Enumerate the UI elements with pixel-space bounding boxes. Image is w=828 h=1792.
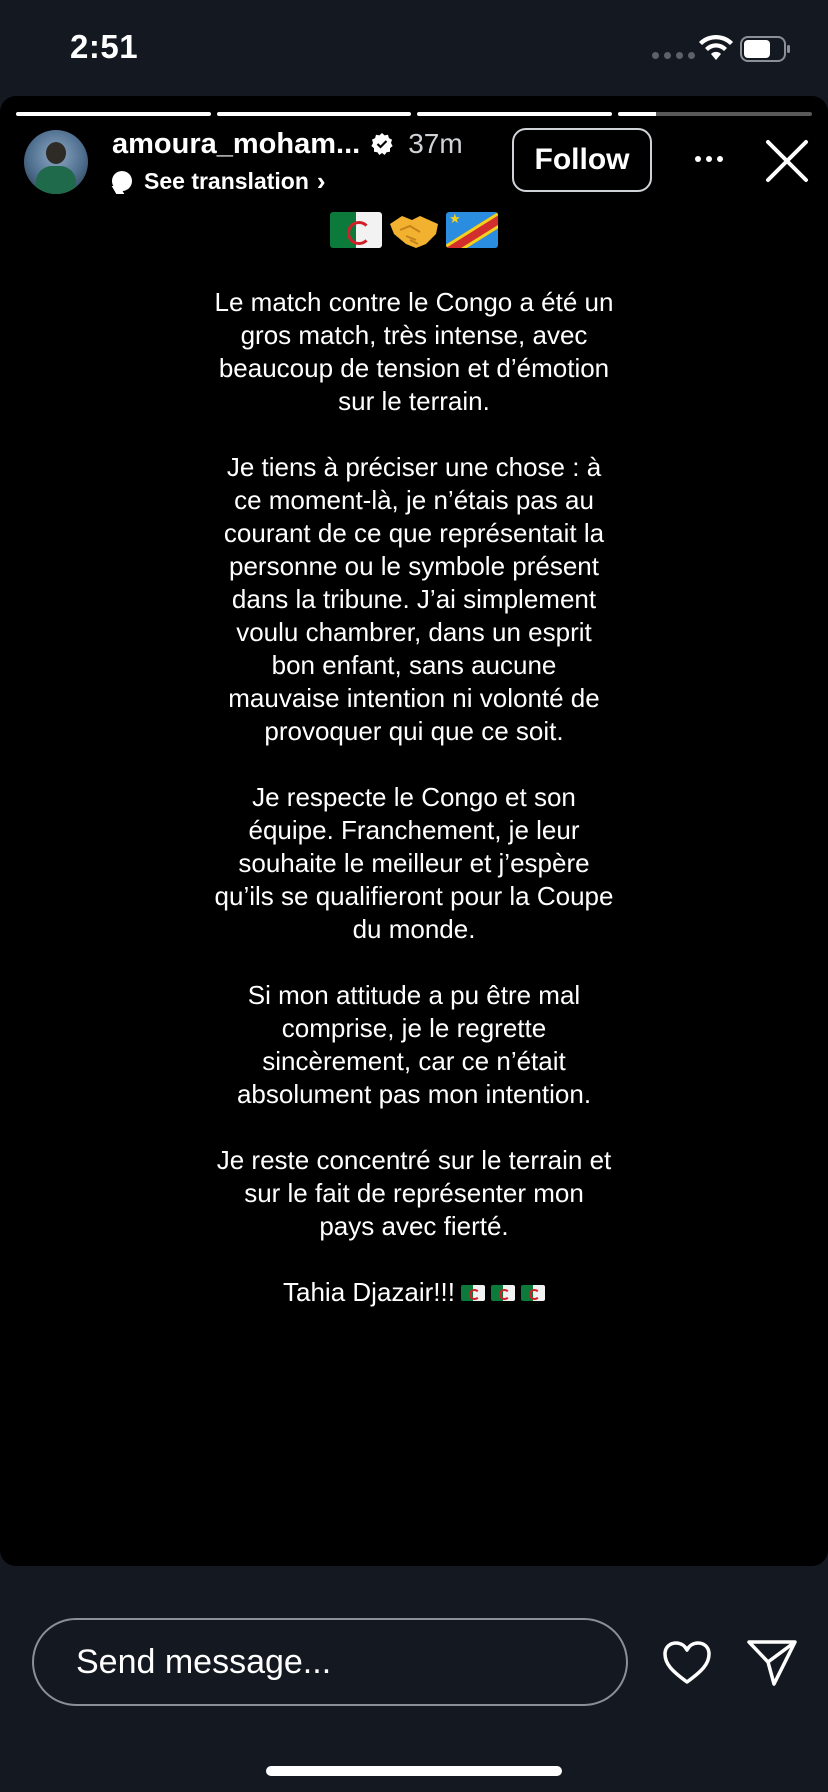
story-progress: [16, 112, 812, 116]
see-translation-link[interactable]: [112, 166, 326, 196]
speech-bubble-icon: [112, 171, 132, 191]
story-header: [0, 126, 828, 216]
battery-icon: [740, 36, 792, 62]
algeria-flag-icon: [521, 1285, 545, 1301]
progress-segment: [417, 112, 612, 116]
message-paragraph: Je tiens à préciser une chose : à ce moment-là, je n’étais pas au courant de ce que représentait la personne ou le symbole présent dans la tribune. J’ai simplement voulu chambrer, dans un esprit bon enfant, sans aucune mauvaise intention ni volonté de provoquer qui que ce soit.: [223, 452, 605, 746]
username-row: [112, 126, 463, 162]
home-indicator: [266, 1766, 562, 1776]
message-paragraph: Je respecte le Congo et son équipe. Franchement, je leur souhaite le meilleur et j’espère qu’ils se qualifieront pour la Coupe du monde.: [214, 782, 614, 944]
message-paragraph: Le match contre le Congo a été un gros match, très intense, avec beaucoup de tension et d’émotion sur le terrain.: [214, 287, 614, 416]
reply-bar: [0, 1566, 828, 1792]
handshake-icon: [386, 208, 442, 252]
verified-badge-icon: [370, 132, 394, 156]
send-icon[interactable]: [746, 1638, 798, 1688]
wifi-icon: [698, 34, 734, 62]
message-signoff: [283, 1276, 545, 1309]
emoji-row: [330, 208, 498, 252]
algeria-flag-icon: [491, 1285, 515, 1301]
story-message: [214, 286, 614, 1309]
avatar[interactable]: [24, 130, 88, 194]
follow-button[interactable]: Follow: [512, 128, 652, 192]
signoff-text: Tahia Djazair!!!: [283, 1277, 455, 1307]
username[interactable]: amoura_moham...: [112, 127, 361, 160]
progress-segment: [217, 112, 412, 116]
story-time-ago: 37m: [408, 128, 463, 159]
cellular-signal-icon: [652, 52, 695, 59]
dr-congo-flag-icon: [446, 212, 498, 248]
chevron-right-icon: ›: [316, 165, 326, 196]
send-message-input[interactable]: [32, 1618, 628, 1706]
story-viewer[interactable]: [0, 96, 828, 1566]
close-icon[interactable]: [764, 138, 810, 184]
status-time: 2:51: [70, 28, 139, 65]
progress-segment: [16, 112, 211, 116]
message-paragraph: Si mon attitude a pu être mal comprise, je le regrette sincèrement, car ce n’était absolument pas mon intention.: [236, 980, 592, 1109]
algeria-flag-icon: [330, 212, 382, 248]
message-paragraph: Je reste concentré sur le terrain et sur le fait de représenter mon pays avec fierté.: [216, 1145, 612, 1241]
progress-segment: [618, 112, 813, 116]
algeria-flag-icon: [461, 1285, 485, 1301]
status-bar: [0, 0, 828, 96]
more-options-icon[interactable]: [684, 144, 734, 174]
heart-icon[interactable]: [662, 1640, 712, 1686]
see-translation-label: See translation: [144, 167, 309, 194]
